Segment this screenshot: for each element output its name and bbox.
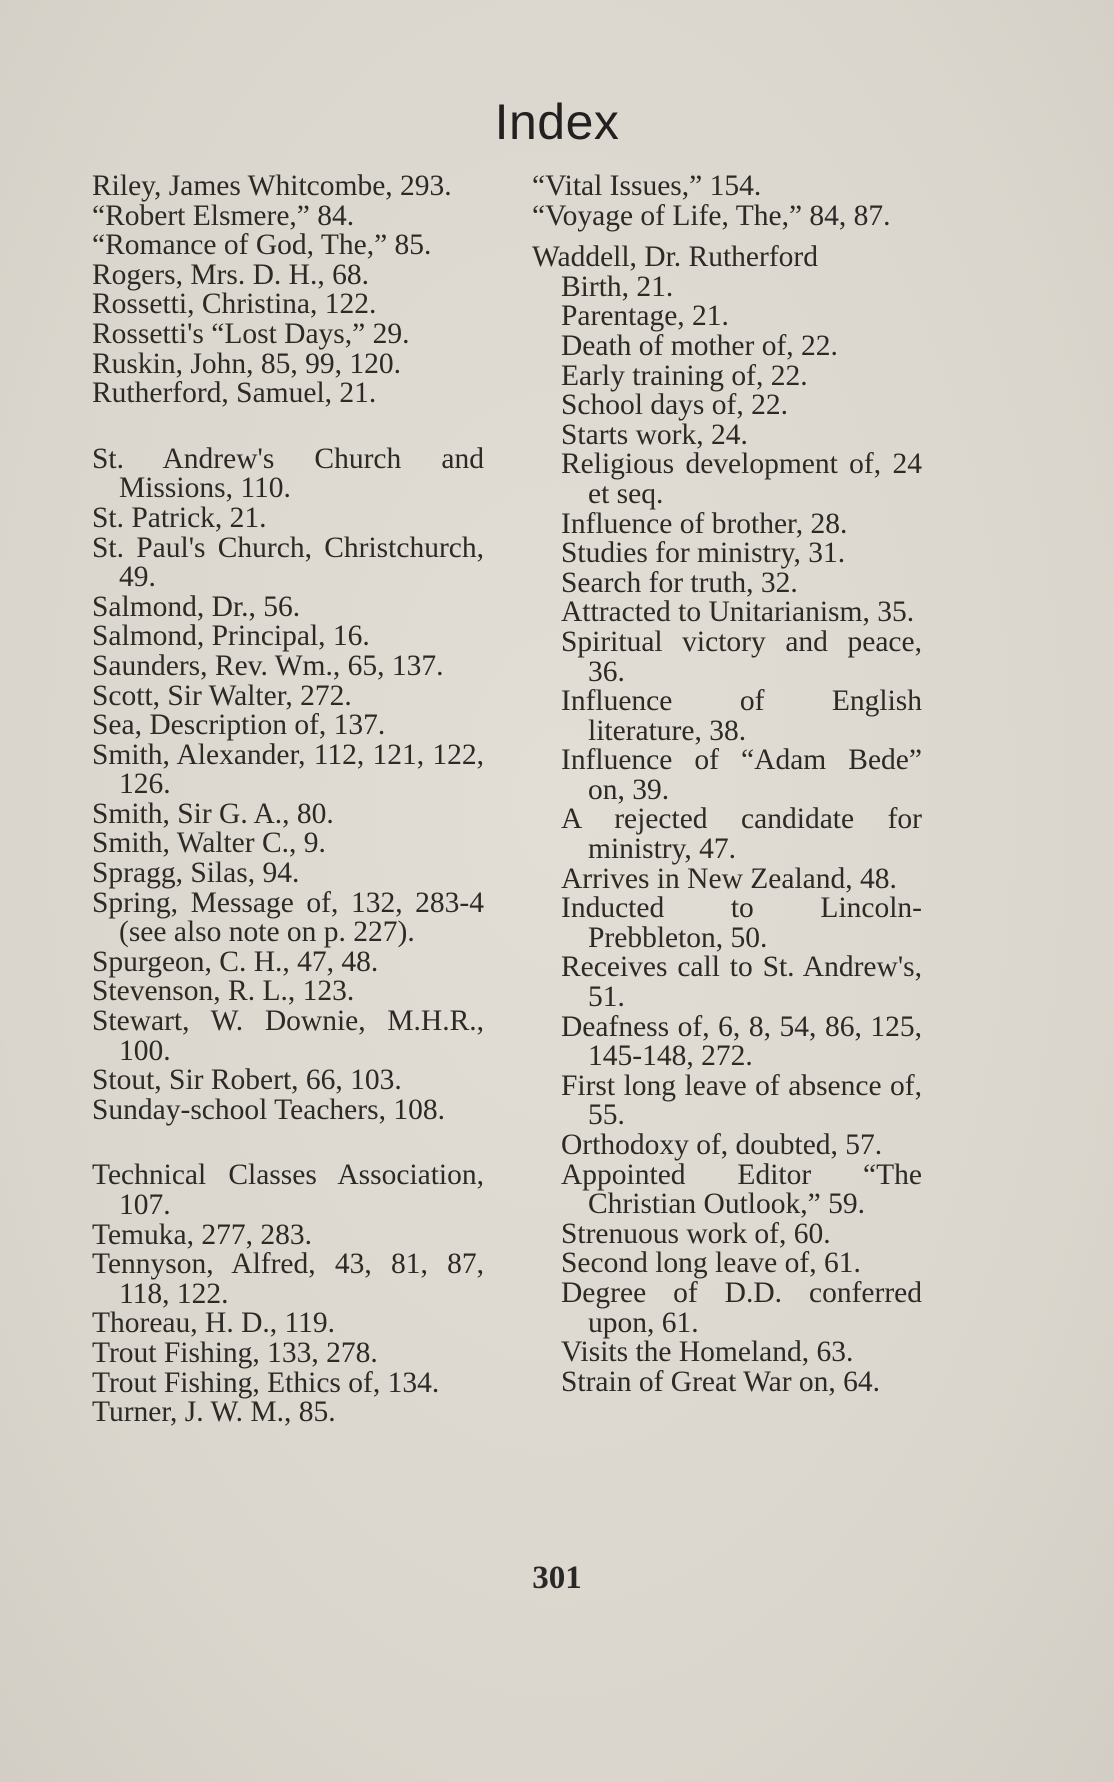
index-entry: Rogers, Mrs. D. H., 68. — [92, 258, 369, 291]
index-entry: Ruskin, John, 85, 99, 120. — [92, 347, 401, 380]
index-subentry: Death of mother of, 22. — [561, 329, 838, 362]
page-title: Index — [494, 94, 620, 150]
index-subentry: Receives call to St. Andrew's, 51. — [561, 951, 922, 1014]
index-entry: Stevenson, R. L., 123. — [92, 975, 355, 1008]
index-entry: “Vital Issues,” 154. — [532, 170, 762, 202]
index-entry: Riley, James Whitcombe, 293. — [92, 170, 452, 202]
index-subentry: Early training of, 22. — [561, 359, 808, 392]
section-gap — [92, 409, 484, 445]
index-entry: “Voyage of Life, The,” 84, 87. — [532, 199, 891, 232]
index-entry: Rutherford, Samuel, 21. — [92, 377, 377, 410]
index-subentry: School days of, 22. — [561, 389, 788, 422]
index-entry: “Robert Elsmere,” 84. — [92, 199, 355, 232]
index-entry: “Romance of God, The,” 85. — [92, 229, 432, 262]
index-entry: Turner, J. W. M., 85. — [92, 1396, 336, 1429]
index-subentry: Search for truth, 32. — [561, 566, 798, 599]
index-entry: Smith, Sir G. A., 80. — [92, 797, 334, 830]
index-subentry: Attracted to Unitarianism, 35. — [561, 596, 915, 629]
index-subentry: Birth, 21. — [561, 270, 674, 303]
index-entry: St. Paul's Church, Christchurch, 49. — [92, 531, 484, 594]
index-subentry: Appointed Editor “The Christian Outlook,” 59. — [561, 1158, 922, 1221]
index-subentry: Parentage, 21. — [561, 300, 729, 333]
index-entry: Smith, Alexander, 112, 121, 122, 126. — [92, 738, 484, 801]
index-entry: Spragg, Silas, 94. — [92, 857, 300, 890]
index-entry: Trout Fishing, Ethics of, 134. — [92, 1366, 440, 1399]
index-entry: Trout Fishing, 133, 278. — [92, 1336, 378, 1369]
index-entry: Temuka, 277, 283. — [92, 1218, 312, 1251]
index-subentry: First long leave of absence of, 55. — [561, 1069, 922, 1132]
index-subentry: A rejected candidate for ministry, 47. — [561, 803, 922, 866]
index-entry: Tennyson, Alfred, 43, 81, 87, 118, 122. — [92, 1248, 484, 1310]
index-entry: Spring, Message of, 132, 283-4 (see also note on p. 227). — [92, 886, 484, 949]
index-subentry: Strenuous work of, 60. — [561, 1217, 831, 1250]
index-subentry: Starts work, 24. — [561, 418, 748, 451]
index-subentry: Spiritual victory and peace, 36. — [561, 625, 922, 688]
index-subentry: Visits the Homeland, 63. — [561, 1336, 854, 1369]
index-subentry: Religious development of, 24 et seq. — [561, 448, 922, 510]
index-entry: Sunday-school Teachers, 108. — [92, 1093, 445, 1126]
index-subentry: Influence of English literature, 38. — [561, 685, 922, 747]
section-gap — [92, 1125, 484, 1161]
index-subentry: Influence of “Adam Bede” on, 39. — [561, 744, 922, 806]
index-entry: Rossetti's “Lost Days,” 29. — [92, 317, 410, 350]
page-number: 301 — [532, 1560, 582, 1596]
index-entry: Sea, Description of, 137. — [92, 709, 386, 742]
index-subentry: Second long leave of, 61. — [561, 1247, 861, 1280]
index-subentry: Deafness of, 6, 8, 54, 86, 125, 145-148, 272. — [561, 1010, 922, 1073]
index-entry: Salmond, Dr., 56. — [92, 590, 301, 623]
index-column-right — [532, 172, 922, 1397]
index-entry: Rossetti, Christina, 122. — [92, 288, 377, 321]
index-subentry: Studies for ministry, 31. — [561, 537, 846, 570]
index-entry: Technical Classes Association, 107. — [92, 1159, 484, 1221]
index-heading: Waddell, Dr. Rutherford — [532, 241, 818, 274]
index-entry: Spurgeon, C. H., 47, 48. — [92, 945, 379, 978]
index-entry: St. Andrew's Church and Missions, 110. — [92, 442, 484, 505]
index-entry: St. Patrick, 21. — [92, 501, 267, 534]
index-column-left — [92, 172, 484, 1428]
index-entry: Salmond, Principal, 16. — [92, 620, 370, 653]
index-subentry: Orthodoxy of, doubted, 57. — [561, 1129, 883, 1161]
index-entry: Stout, Sir Robert, 66, 103. — [92, 1064, 402, 1097]
index-subentry: Influence of brother, 28. — [561, 507, 848, 540]
index-entry: Stewart, W. Downie, M.H.R., 100. — [92, 1005, 484, 1067]
index-entry: Saunders, Rev. Wm., 65, 137. — [92, 649, 444, 682]
index-subentry: Degree of D.D. conferred upon, 61. — [561, 1276, 922, 1339]
index-entry: Scott, Sir Walter, 272. — [92, 679, 352, 712]
index-entry: Smith, Walter C., 9. — [92, 827, 326, 860]
index-subentry: Inducted to Lincoln-Prebbleton, 50. — [561, 892, 922, 954]
index-entry: Thoreau, H. D., 119. — [92, 1307, 336, 1340]
index-subentry: Strain of Great War on, 64. — [561, 1365, 881, 1398]
index-subentry: Arrives in New Zealand, 48. — [561, 862, 897, 895]
